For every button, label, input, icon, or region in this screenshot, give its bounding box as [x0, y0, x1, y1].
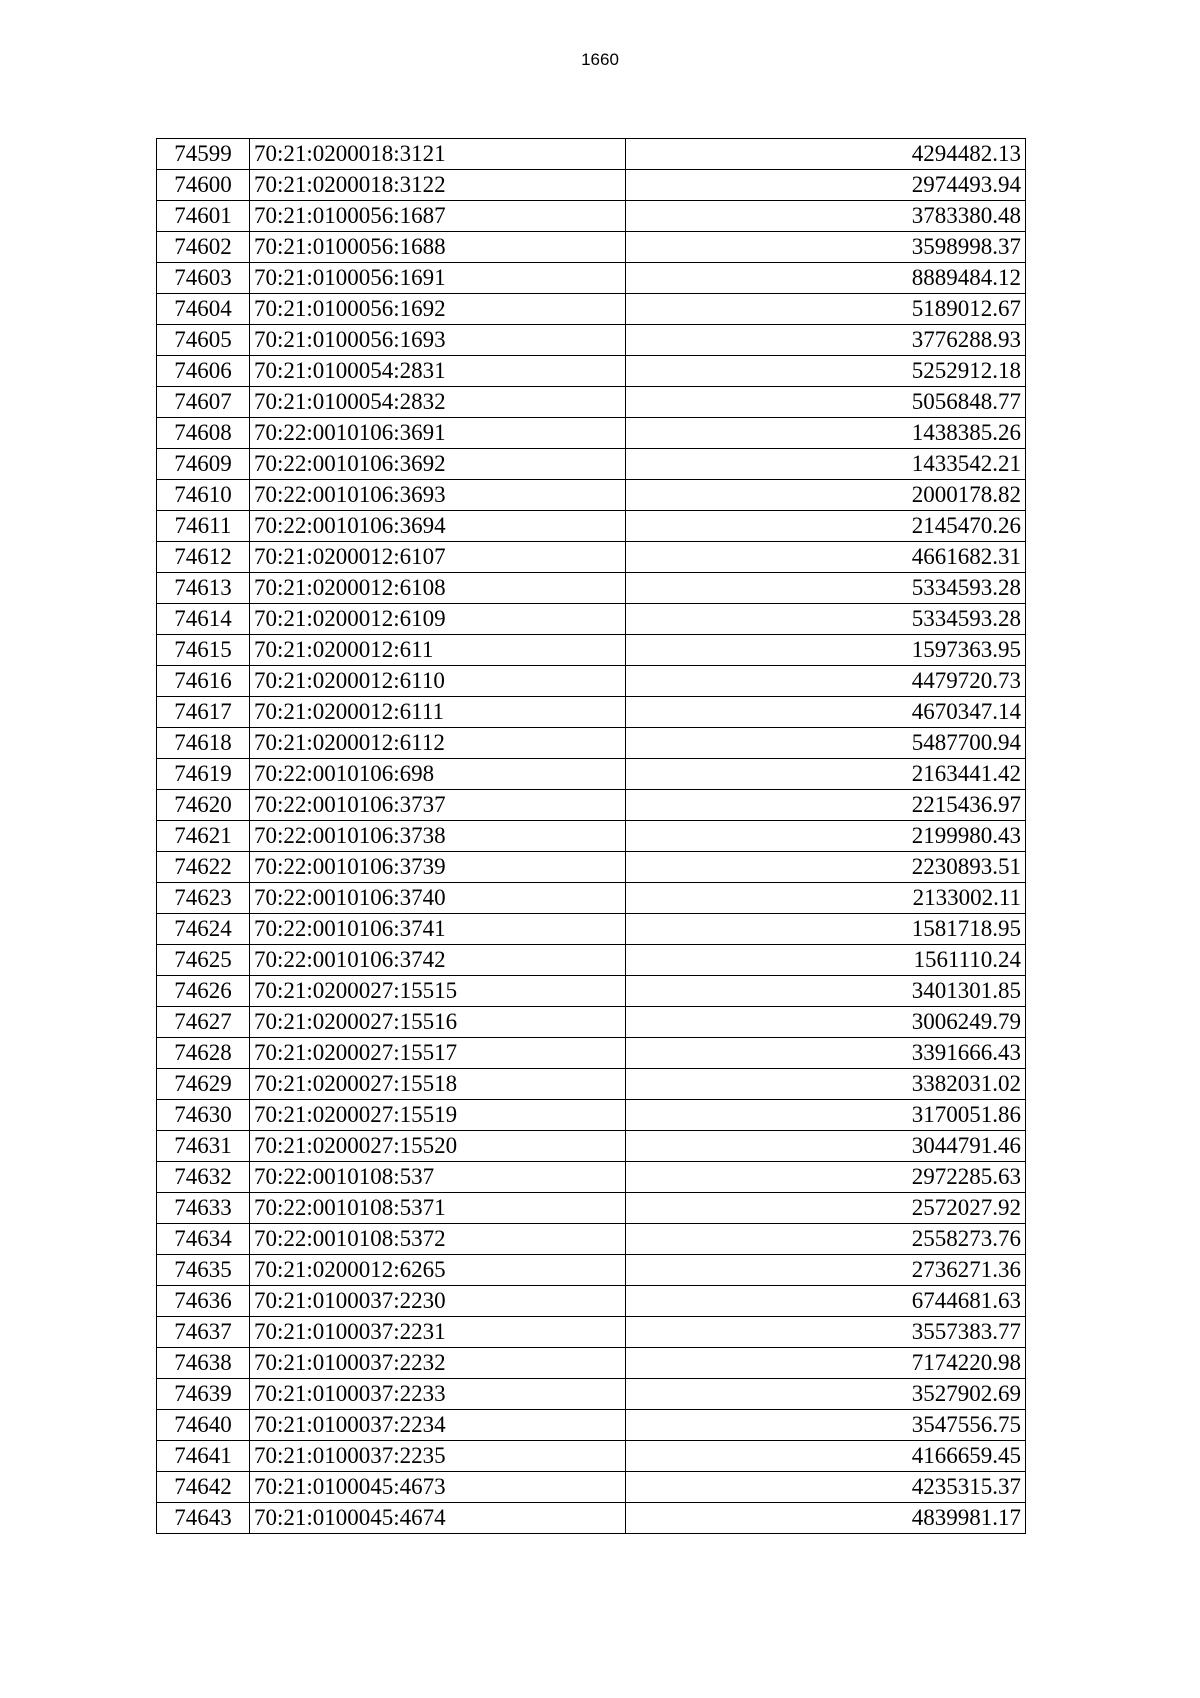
- table-row: [157, 883, 1026, 914]
- value-cell: 3391666.43: [626, 1038, 1026, 1069]
- cadastral-number-cell: 70:22:0010106:3741: [250, 914, 626, 945]
- cadastral-number-cell: 70:21:0200012:611: [250, 635, 626, 666]
- cadastral-number-cell: 70:21:0100056:1688: [250, 232, 626, 263]
- table-row: [157, 201, 1026, 232]
- row-number-cell: 74640: [157, 1410, 250, 1441]
- table-row: [157, 728, 1026, 759]
- cadastral-number-cell: 70:22:0010108:5371: [250, 1193, 626, 1224]
- row-number-cell: 74604: [157, 294, 250, 325]
- value-cell: 4839981.17: [626, 1503, 1026, 1534]
- value-cell: 4670347.14: [626, 697, 1026, 728]
- cadastral-number-cell: 70:21:0200027:15519: [250, 1100, 626, 1131]
- table-row: [157, 480, 1026, 511]
- cadastral-number-cell: 70:21:0100056:1687: [250, 201, 626, 232]
- value-cell: 3527902.69: [626, 1379, 1026, 1410]
- row-number-cell: 74602: [157, 232, 250, 263]
- value-cell: 3547556.75: [626, 1410, 1026, 1441]
- value-cell: 1597363.95: [626, 635, 1026, 666]
- value-cell: 4166659.45: [626, 1441, 1026, 1472]
- cadastral-number-cell: 70:22:0010106:3739: [250, 852, 626, 883]
- cadastral-number-cell: 70:22:0010108:537: [250, 1162, 626, 1193]
- table-row: [157, 387, 1026, 418]
- table-row: [157, 1224, 1026, 1255]
- value-cell: 5334593.28: [626, 573, 1026, 604]
- row-number-cell: 74616: [157, 666, 250, 697]
- value-cell: 2972285.63: [626, 1162, 1026, 1193]
- cadastral-number-cell: 70:21:0200012:6112: [250, 728, 626, 759]
- cadastral-number-cell: 70:22:0010106:3740: [250, 883, 626, 914]
- cadastral-number-cell: 70:21:0100056:1691: [250, 263, 626, 294]
- row-number-cell: 74637: [157, 1317, 250, 1348]
- table-row: [157, 666, 1026, 697]
- row-number-cell: 74601: [157, 201, 250, 232]
- cadastral-number-cell: 70:22:0010106:3737: [250, 790, 626, 821]
- row-number-cell: 74610: [157, 480, 250, 511]
- row-number-cell: 74639: [157, 1379, 250, 1410]
- value-cell: 2199980.43: [626, 821, 1026, 852]
- row-number-cell: 74624: [157, 914, 250, 945]
- table-row: [157, 697, 1026, 728]
- row-number-cell: 74629: [157, 1069, 250, 1100]
- table-row: [157, 1193, 1026, 1224]
- value-cell: 3170051.86: [626, 1100, 1026, 1131]
- value-cell: 2145470.26: [626, 511, 1026, 542]
- cadastral-number-cell: 70:21:0200012:6107: [250, 542, 626, 573]
- table-row: [157, 1348, 1026, 1379]
- row-number-cell: 74623: [157, 883, 250, 914]
- cadastral-number-cell: 70:21:0200012:6111: [250, 697, 626, 728]
- table-row: [157, 604, 1026, 635]
- row-number-cell: 74619: [157, 759, 250, 790]
- value-cell: 8889484.12: [626, 263, 1026, 294]
- value-cell: 5252912.18: [626, 356, 1026, 387]
- row-number-cell: 74628: [157, 1038, 250, 1069]
- row-number-cell: 74603: [157, 263, 250, 294]
- value-cell: 2572027.92: [626, 1193, 1026, 1224]
- table-body: [157, 139, 1026, 1534]
- value-cell: 1581718.95: [626, 914, 1026, 945]
- row-number-cell: 74625: [157, 945, 250, 976]
- row-number-cell: 74609: [157, 449, 250, 480]
- row-number-cell: 74607: [157, 387, 250, 418]
- table-row: [157, 821, 1026, 852]
- cadastral-number-cell: 70:21:0100037:2234: [250, 1410, 626, 1441]
- value-cell: 3401301.85: [626, 976, 1026, 1007]
- row-number-cell: 74613: [157, 573, 250, 604]
- cadastral-number-cell: 70:21:0200018:3122: [250, 170, 626, 201]
- value-cell: 3776288.93: [626, 325, 1026, 356]
- cadastral-number-cell: 70:22:0010106:3738: [250, 821, 626, 852]
- row-number-cell: 74608: [157, 418, 250, 449]
- cadastral-number-cell: 70:21:0100045:4673: [250, 1472, 626, 1503]
- table-row: [157, 852, 1026, 883]
- cadastral-number-cell: 70:21:0200027:15515: [250, 976, 626, 1007]
- value-cell: 5334593.28: [626, 604, 1026, 635]
- cadastral-number-cell: 70:22:0010106:3691: [250, 418, 626, 449]
- value-cell: 5487700.94: [626, 728, 1026, 759]
- cadastral-number-cell: 70:21:0200027:15516: [250, 1007, 626, 1038]
- table-row: [157, 1100, 1026, 1131]
- table-row: [157, 976, 1026, 1007]
- value-cell: 2215436.97: [626, 790, 1026, 821]
- row-number-cell: 74620: [157, 790, 250, 821]
- table-row: [157, 325, 1026, 356]
- cadastral-number-cell: 70:21:0200027:15520: [250, 1131, 626, 1162]
- value-cell: 5189012.67: [626, 294, 1026, 325]
- cadastral-number-cell: 70:21:0100037:2230: [250, 1286, 626, 1317]
- row-number-cell: 74611: [157, 511, 250, 542]
- table-row: [157, 170, 1026, 201]
- row-number-cell: 74638: [157, 1348, 250, 1379]
- value-cell: 7174220.98: [626, 1348, 1026, 1379]
- value-cell: 4294482.13: [626, 139, 1026, 170]
- value-cell: 2974493.94: [626, 170, 1026, 201]
- cadastral-number-cell: 70:21:0100045:4674: [250, 1503, 626, 1534]
- cadastral-number-cell: 70:22:0010106:3694: [250, 511, 626, 542]
- table-row: [157, 759, 1026, 790]
- table-row: [157, 1441, 1026, 1472]
- row-number-cell: 74599: [157, 139, 250, 170]
- value-cell: 3382031.02: [626, 1069, 1026, 1100]
- row-number-cell: 74606: [157, 356, 250, 387]
- cadastral-number-cell: 70:21:0200027:15518: [250, 1069, 626, 1100]
- table-row: [157, 573, 1026, 604]
- table-row: [157, 1162, 1026, 1193]
- table-row: [157, 1069, 1026, 1100]
- row-number-cell: 74634: [157, 1224, 250, 1255]
- row-number-cell: 74621: [157, 821, 250, 852]
- value-cell: 2230893.51: [626, 852, 1026, 883]
- row-number-cell: 74632: [157, 1162, 250, 1193]
- value-cell: 2163441.42: [626, 759, 1026, 790]
- cadastral-number-cell: 70:21:0200012:6265: [250, 1255, 626, 1286]
- value-cell: 4661682.31: [626, 542, 1026, 573]
- row-number-cell: 74615: [157, 635, 250, 666]
- row-number-cell: 74630: [157, 1100, 250, 1131]
- cadastral-number-cell: 70:22:0010108:5372: [250, 1224, 626, 1255]
- row-number-cell: 74641: [157, 1441, 250, 1472]
- row-number-cell: 74626: [157, 976, 250, 1007]
- cadastral-number-cell: 70:22:0010106:698: [250, 759, 626, 790]
- table-row: [157, 1255, 1026, 1286]
- cadastral-number-cell: 70:21:0100037:2232: [250, 1348, 626, 1379]
- value-cell: 2000178.82: [626, 480, 1026, 511]
- value-cell: 4479720.73: [626, 666, 1026, 697]
- value-cell: 2133002.11: [626, 883, 1026, 914]
- row-number-cell: 74627: [157, 1007, 250, 1038]
- table-row: [157, 139, 1026, 170]
- table-row: [157, 356, 1026, 387]
- row-number-cell: 74614: [157, 604, 250, 635]
- table-row: [157, 542, 1026, 573]
- table-row: [157, 1472, 1026, 1503]
- row-number-cell: 74605: [157, 325, 250, 356]
- value-cell: 1561110.24: [626, 945, 1026, 976]
- table-row: [157, 1286, 1026, 1317]
- table-row: [157, 945, 1026, 976]
- table-row: [157, 914, 1026, 945]
- value-cell: 1438385.26: [626, 418, 1026, 449]
- row-number-cell: 74631: [157, 1131, 250, 1162]
- value-cell: 2736271.36: [626, 1255, 1026, 1286]
- cadastral-number-cell: 70:21:0100054:2832: [250, 387, 626, 418]
- value-cell: 4235315.37: [626, 1472, 1026, 1503]
- value-cell: 2558273.76: [626, 1224, 1026, 1255]
- row-number-cell: 74643: [157, 1503, 250, 1534]
- table-row: [157, 511, 1026, 542]
- table-row: [157, 449, 1026, 480]
- table-row: [157, 1379, 1026, 1410]
- table-row: [157, 1038, 1026, 1069]
- cadastral-number-cell: 70:21:0100037:2233: [250, 1379, 626, 1410]
- cadastral-number-cell: 70:22:0010106:3692: [250, 449, 626, 480]
- cadastral-number-cell: 70:21:0200012:6109: [250, 604, 626, 635]
- value-cell: 5056848.77: [626, 387, 1026, 418]
- cadastral-number-cell: 70:21:0100037:2231: [250, 1317, 626, 1348]
- value-cell: 3006249.79: [626, 1007, 1026, 1038]
- table-row: [157, 418, 1026, 449]
- row-number-cell: 74633: [157, 1193, 250, 1224]
- row-number-cell: 74642: [157, 1472, 250, 1503]
- value-cell: 6744681.63: [626, 1286, 1026, 1317]
- cadastral-number-cell: 70:21:0100056:1693: [250, 325, 626, 356]
- cadastral-number-cell: 70:21:0100054:2831: [250, 356, 626, 387]
- table-row: [157, 294, 1026, 325]
- row-number-cell: 74635: [157, 1255, 250, 1286]
- cadastral-number-cell: 70:21:0100056:1692: [250, 294, 626, 325]
- cadastral-number-cell: 70:21:0200027:15517: [250, 1038, 626, 1069]
- table-row: [157, 232, 1026, 263]
- cadastral-number-cell: 70:21:0200018:3121: [250, 139, 626, 170]
- cadastral-number-cell: 70:22:0010106:3693: [250, 480, 626, 511]
- cadastral-number-cell: 70:21:0200012:6110: [250, 666, 626, 697]
- table-row: [157, 1410, 1026, 1441]
- table-row: [157, 635, 1026, 666]
- row-number-cell: 74600: [157, 170, 250, 201]
- table-row: [157, 1317, 1026, 1348]
- row-number-cell: 74612: [157, 542, 250, 573]
- row-number-cell: 74618: [157, 728, 250, 759]
- cadastral-number-cell: 70:21:0200012:6108: [250, 573, 626, 604]
- row-number-cell: 74617: [157, 697, 250, 728]
- row-number-cell: 74622: [157, 852, 250, 883]
- table-row: [157, 263, 1026, 294]
- table-row: [157, 1503, 1026, 1534]
- value-cell: 3557383.77: [626, 1317, 1026, 1348]
- table-row: [157, 1007, 1026, 1038]
- cadastral-number-cell: 70:21:0100037:2235: [250, 1441, 626, 1472]
- value-cell: 1433542.21: [626, 449, 1026, 480]
- cadastral-number-cell: 70:22:0010106:3742: [250, 945, 626, 976]
- row-number-cell: 74636: [157, 1286, 250, 1317]
- value-cell: 3783380.48: [626, 201, 1026, 232]
- value-cell: 3598998.37: [626, 232, 1026, 263]
- table-row: [157, 790, 1026, 821]
- page-number: 1660: [581, 50, 619, 69]
- table-row: [157, 1131, 1026, 1162]
- value-cell: 3044791.46: [626, 1131, 1026, 1162]
- cadastral-value-table: [156, 138, 1026, 1534]
